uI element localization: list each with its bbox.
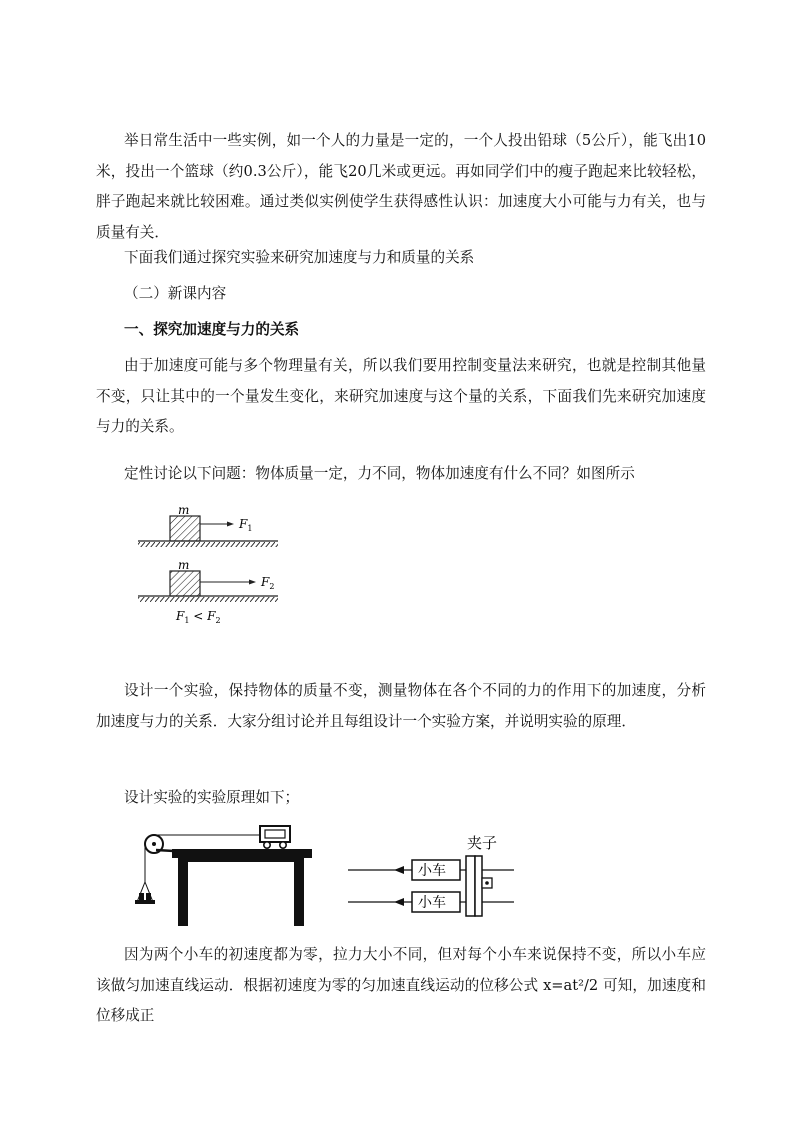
table-leg-left xyxy=(178,858,188,926)
weight-pan xyxy=(135,900,155,904)
weight-1 xyxy=(139,893,144,900)
ground-hatch-top xyxy=(138,542,278,547)
block-top xyxy=(170,516,200,541)
pulley-axle xyxy=(152,842,156,846)
qualitative-question: 定性讨论以下问题：物体质量一定，力不同，物体加速度有什么不同？如图所示 xyxy=(124,465,635,482)
cart-bottom-label: 小车 xyxy=(418,894,446,910)
intro-paragraph: 举日常生活中一些实例，如一个人的力量是一定的，一个人投出铅球（5公斤），能飞出10米，投出一个篮球（约0.3公斤），能飞20几米或更远。再如同学们中的瘦子跑起来比较轻松，胖子跑起来就比较困难。通过类似实例使学生获得感性认识：加速度大小可能与力有关，也与质量有关． xyxy=(96,132,706,241)
ground-hatch-bottom xyxy=(138,597,278,602)
force-comparison-figure xyxy=(130,500,290,630)
arrow-top xyxy=(394,866,404,874)
table-pulley-figure xyxy=(134,820,320,930)
section-heading: 一、探究加速度与力的关系 xyxy=(124,321,300,338)
cart-window xyxy=(265,830,285,838)
section-label: （二）新课内容 xyxy=(124,285,227,302)
force-arrowhead-2 xyxy=(249,580,256,585)
force-arrowhead-1 xyxy=(227,522,234,527)
cart-wheel-right xyxy=(280,842,286,848)
transition-sentence: 下面我们通过探究实验来研究加速度与力和质量的关系 xyxy=(124,249,475,266)
cart-wheel-left xyxy=(264,842,270,848)
cart-top-label: 小车 xyxy=(418,862,446,878)
clip-left-bar xyxy=(466,856,475,916)
mass-label-top: m xyxy=(178,503,190,517)
weight-2 xyxy=(146,893,151,900)
clip-right-bar xyxy=(475,856,482,916)
force-caption: $F_1 < F_2$ xyxy=(176,609,221,625)
clip-pin xyxy=(485,881,489,885)
force-label-f2: $F_2$ xyxy=(261,575,275,591)
design-experiment-paragraph: 设计一个实验，保持物体的质量不变，测量物体在各个不同的力的作用下的加速度，分析加速度与力的关系．大家分组讨论并且每组设计一个实验方案，并说明实验的原理． xyxy=(96,682,706,730)
table-apron xyxy=(188,858,294,862)
principle-intro: 设计实验的实验原理如下； xyxy=(124,789,300,806)
force-label-f1: $F_1$ xyxy=(239,517,253,533)
control-variable-paragraph: 由于加速度可能与多个物理量有关，所以我们要用控制变量法来研究，也就是控制其他量不变，只让其中的一个量发生变化，来研究加速度与这个量的关系，下面我们先来研究加速度与力的关系。 xyxy=(96,357,706,435)
arrow-bottom xyxy=(394,898,404,906)
pulley-bracket xyxy=(156,850,174,851)
mass-label-bottom: m xyxy=(178,558,190,572)
clip-label: 夹子 xyxy=(467,835,498,852)
block-bottom xyxy=(170,571,200,596)
table-leg-right xyxy=(294,858,304,926)
table-top xyxy=(172,849,312,858)
conclusion-paragraph: 因为两个小车的初速度都为零，拉力大小不同，但对每个小车来说保持不变，所以小车应该做匀加速直线运动．根据初速度为零的匀加速直线运动的位移公式 x=at²/2 可知，加速度和位移成正 xyxy=(96,946,706,1024)
two-carts-clip-figure xyxy=(344,828,520,924)
